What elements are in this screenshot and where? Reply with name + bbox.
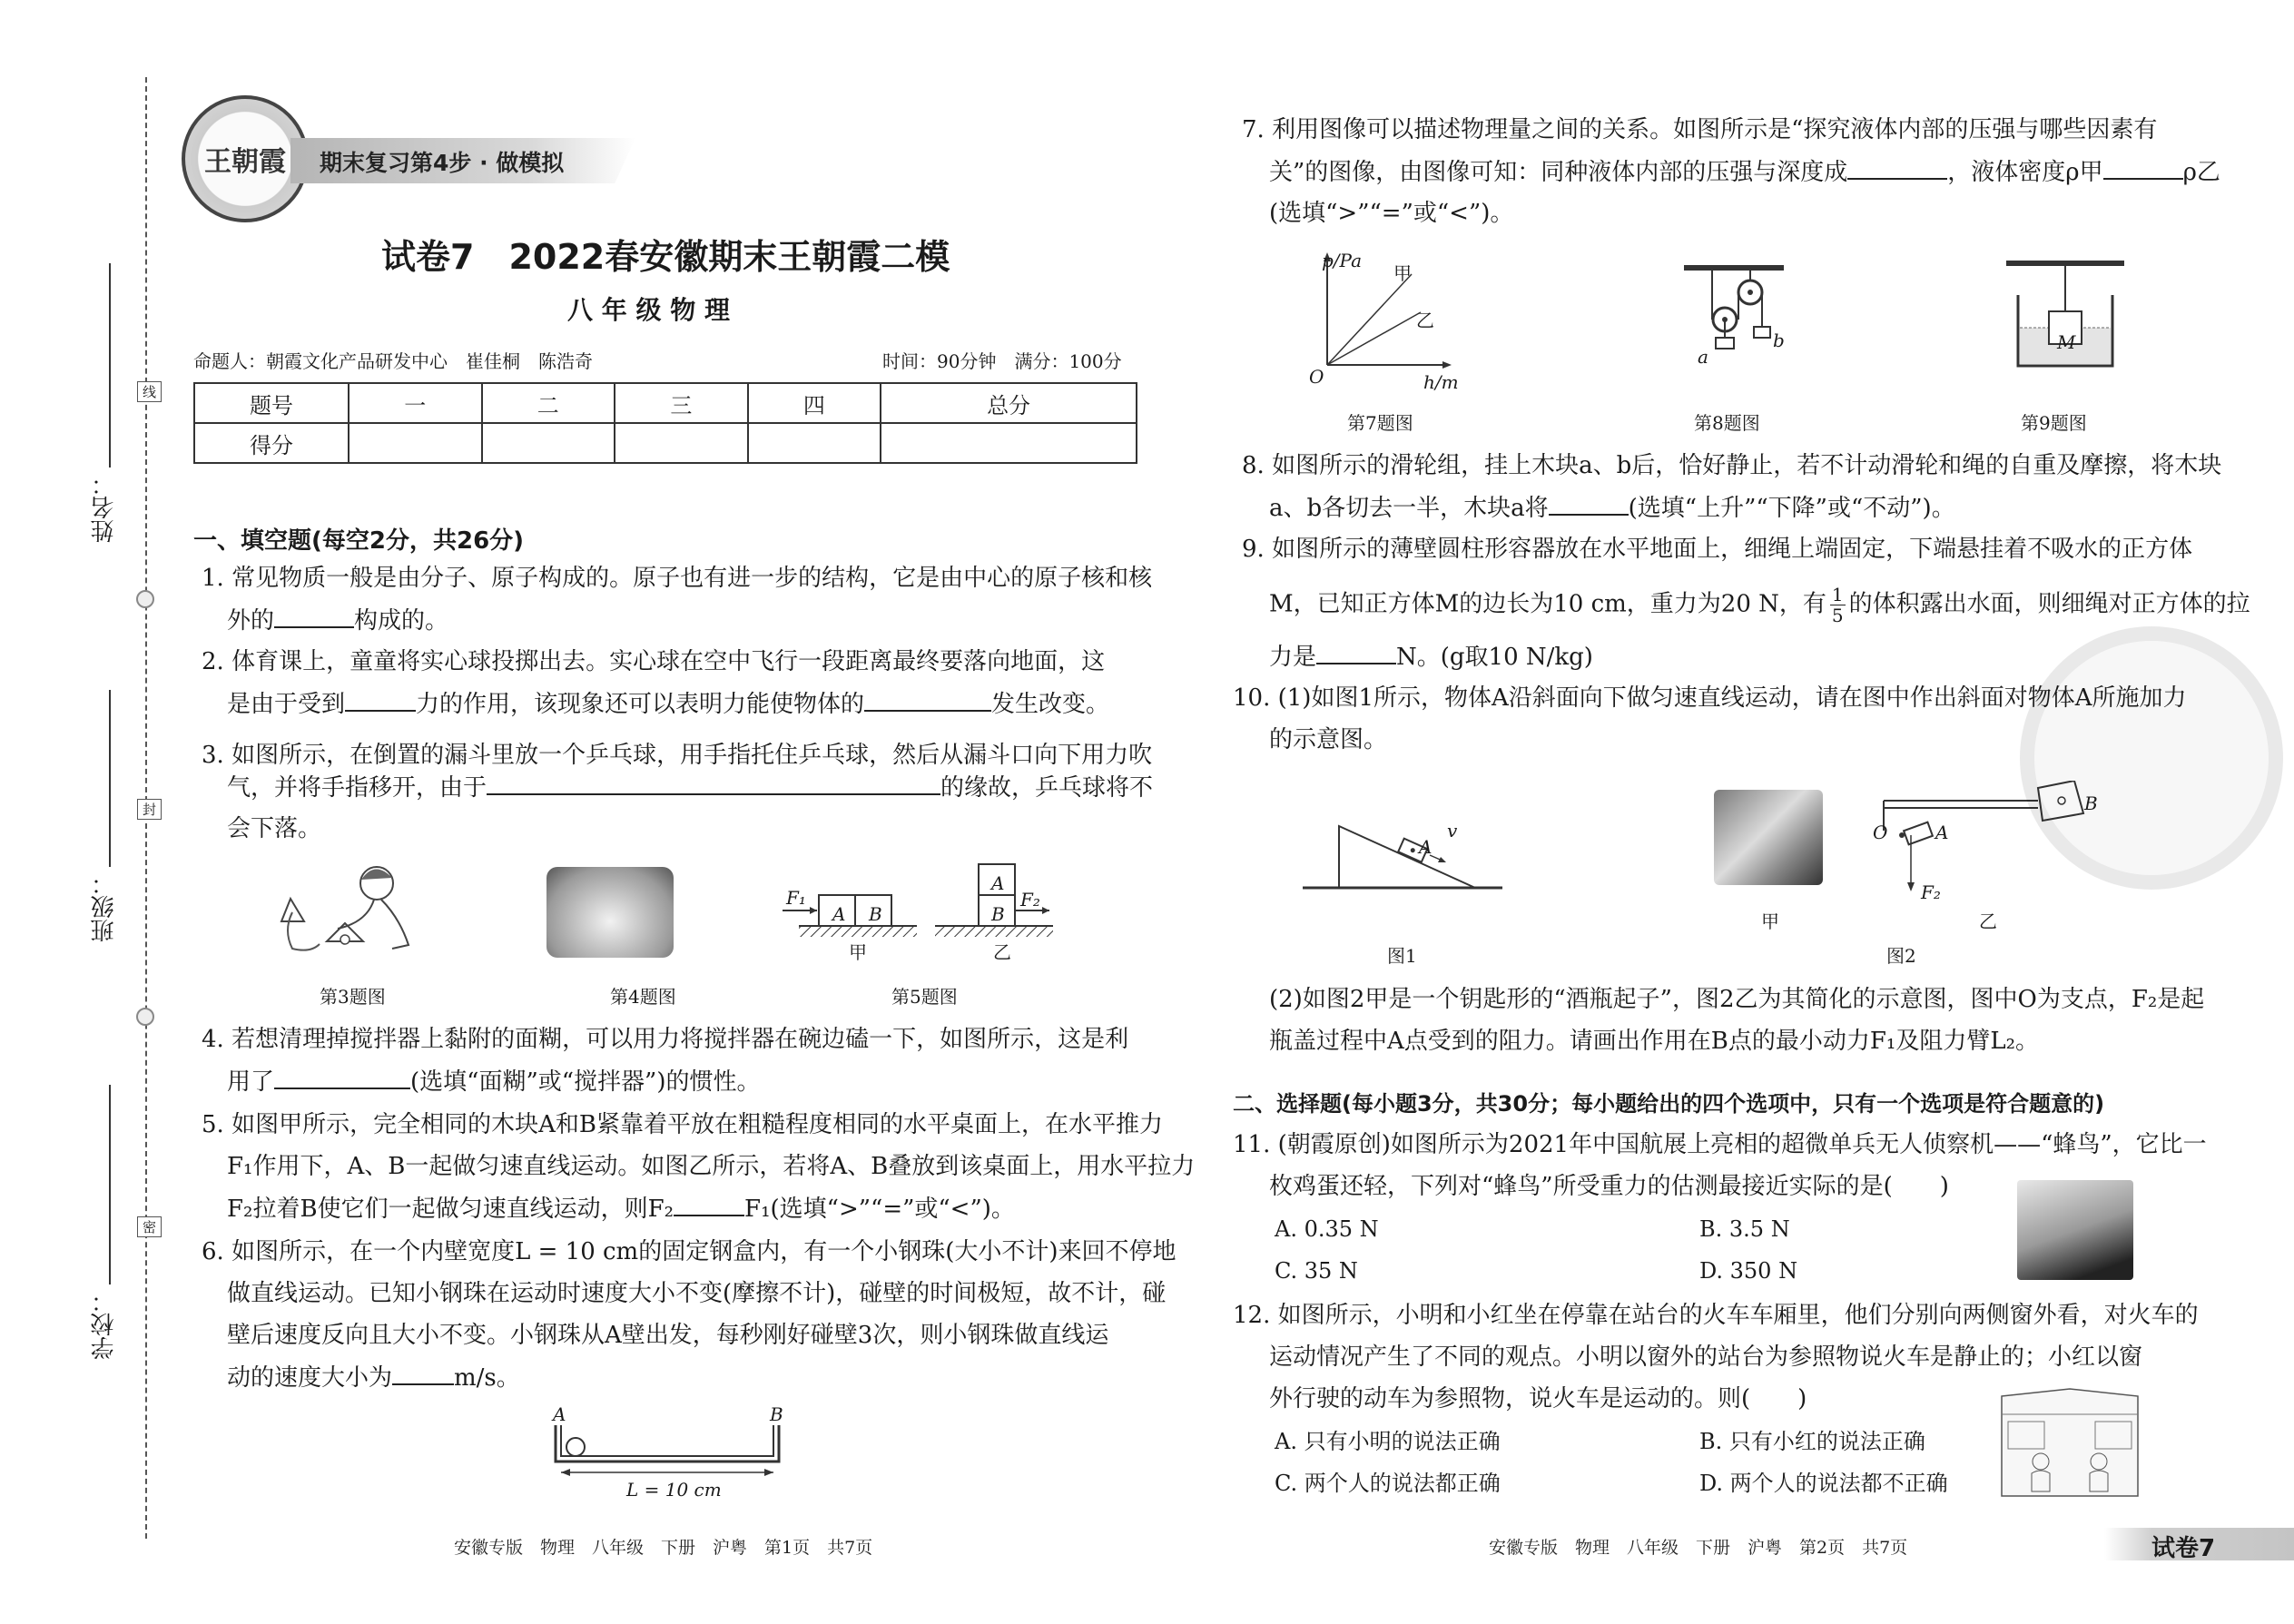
paper-tag-text: 试卷7	[2151, 1535, 2216, 1562]
paper-authors: 命题人：朝霞文化产品研发中心 崔佳桐 陈浩奇	[193, 350, 593, 372]
footer-right: 安徽专版 物理 八年级 下册 沪粤 第2页 共7页	[1489, 1538, 1908, 1558]
q9-text: M，已知正方体M的边长为10 cm，重力为20 N，有	[1269, 590, 1826, 618]
q1-text: 构成的。	[354, 607, 449, 635]
fig6-label-a: A	[553, 1403, 566, 1425]
q7-line1: 7. 利用图像可以描述物理量之间的关系。如图所示是“探究液体内部的压强与哪些因素有	[1242, 116, 2158, 143]
score-cell[interactable]	[748, 423, 881, 463]
fig10-label-a: A	[1419, 836, 1433, 858]
fig10-label-yi: 乙	[1979, 910, 1997, 932]
q5-text: F₁(选填“>”“=”或“<”)。	[744, 1196, 1015, 1223]
paper-time: 时间：90分钟 满分：100分	[882, 350, 1122, 372]
q9-line2	[1269, 585, 2250, 625]
q2-blank-1[interactable]	[345, 688, 416, 712]
brand-logo	[182, 95, 309, 222]
q9-text: 力是	[1269, 644, 1317, 671]
q1-blank[interactable]	[274, 605, 354, 628]
q4-text: (选填“面糊”或“搅拌器”)的惯性。	[410, 1068, 761, 1096]
q8-line2	[1269, 492, 1955, 524]
q11-option-b[interactable]: B. 3.5 N	[1699, 1216, 1790, 1242]
class-field[interactable]	[109, 690, 111, 867]
fig10-caption-1: 图1	[1387, 945, 1417, 967]
q3-blank[interactable]	[487, 772, 940, 795]
q8-line1: 8. 如图所示的滑轮组，挂上木块a、b后，恰好静止，若不计动滑轮和绳的自重及摩擦，将木块	[1242, 452, 2222, 479]
score-header-cell: 总分	[881, 383, 1137, 423]
q9-blank[interactable]	[1316, 641, 1396, 664]
fig9-label-m: M	[2057, 331, 2076, 353]
score-header-cell: 一	[349, 383, 482, 423]
q5-line3	[227, 1193, 1015, 1225]
q11-option-c[interactable]: C. 35 N	[1275, 1258, 1358, 1284]
q8-text: a、b各切去一半，木块a将	[1269, 495, 1549, 522]
fig5-label-b1: B	[869, 903, 882, 925]
ring-hole-1	[136, 590, 154, 608]
header-ribbon-text: 期末复习第4步 · 做模拟	[320, 150, 565, 176]
fig6-label-b: B	[770, 1403, 783, 1425]
footer-left: 安徽专版 物理 八年级 下册 沪粤 第1页 共7页	[454, 1538, 873, 1558]
q3-line2	[227, 772, 1153, 803]
q12-line3: 外行驶的动车为参照物，说火车是运动的。则( )	[1269, 1385, 1807, 1412]
q6-text: 动的速度大小为	[227, 1364, 393, 1392]
fig3-funnel-illustration	[272, 858, 440, 967]
q1-line2	[227, 605, 448, 636]
q7-text: 关”的图像，由图像可知：同种液体内部的压强与深度成	[1269, 159, 1848, 186]
score-table	[193, 382, 1137, 464]
fig5-label-f2: F₂	[1020, 889, 1040, 910]
fig7-origin: O	[1309, 366, 1324, 388]
school-label: 学校：	[91, 1289, 118, 1360]
score-cell[interactable]	[482, 423, 615, 463]
q2-line2	[227, 688, 1109, 720]
name-label: 姓名：	[91, 472, 118, 543]
score-cell[interactable]	[349, 423, 482, 463]
paper-subject: 八 年 级 物 理	[567, 295, 730, 325]
q9-frac-numerator: 1	[1831, 584, 1844, 605]
fig8-label-a: a	[1698, 346, 1708, 368]
fig10-label-o: O	[1873, 822, 1888, 843]
q12-train-illustration	[1997, 1387, 2142, 1501]
q1-text: 外的	[227, 607, 275, 635]
fig5-label-yi: 乙	[993, 941, 1011, 963]
q4-line2	[227, 1066, 760, 1097]
ring-hole-2	[136, 1008, 154, 1026]
fig5-label-a1: A	[832, 903, 846, 925]
q12-line2: 运动情况产生了不同的观点。小明以窗外的站台为参照物说火车是静止的；小红以窗	[1269, 1343, 2143, 1371]
class-label: 班级：	[91, 871, 118, 942]
fig10-caption-2: 图2	[1886, 945, 1916, 967]
fig7-caption: 第7题图	[1347, 412, 1413, 434]
q3-text: 气，并将手指移开，由于	[227, 774, 487, 802]
school-field[interactable]	[109, 1085, 111, 1284]
q2-line1: 2. 体育课上，童童将实心球投掷出去。实心球在空中飞行一段距离最终要落向地面，这	[202, 648, 1106, 675]
seal-mark-feng: 封	[137, 799, 162, 820]
fig10-label-a2: A	[1935, 822, 1949, 843]
q6-line1: 6. 如图所示，在一个内壁宽度L = 10 cm的固定钢盒内，有一个小钢珠(大小不计)来回不停地	[202, 1238, 1177, 1265]
brand-logo-text: 王朝霞	[204, 146, 286, 178]
fig10-opener-photo	[1714, 790, 1823, 885]
q11-drone-photo	[2017, 1180, 2133, 1280]
q7-blank-2[interactable]	[2103, 156, 2183, 180]
q11-line1: 11. (朝霞原创)如图所示为2021年中国航展上亮相的超微单兵无人侦察机——“蜂鸟”，它比一	[1233, 1131, 2207, 1158]
q2-text: 发生改变。	[991, 691, 1110, 718]
q9-text: N。(g取10 N/kg)	[1396, 644, 1593, 671]
fig5-caption: 第5题图	[891, 986, 958, 1008]
q3-text: 的缘故，乒乓球将不	[940, 774, 1154, 802]
q4-blank[interactable]	[274, 1066, 410, 1089]
seal-mark-mi: 密	[137, 1216, 162, 1237]
q7-text: ρ乙	[2182, 159, 2220, 186]
fig8-pulley-system	[1679, 263, 1788, 372]
seal-mark-xian: 线	[137, 381, 162, 402]
fig5-label-b2: B	[991, 903, 1005, 925]
q3-line3: 会下落。	[227, 815, 322, 842]
section1-heading: 一、填空题(每空2分，共26分)	[193, 527, 525, 555]
fig5-blocks-diagram	[781, 853, 1053, 953]
fig4-caption: 第4题图	[610, 986, 676, 1008]
paper-title: 试卷7 2022春安徽期末王朝霞二模	[381, 237, 950, 277]
fig3-caption: 第3题图	[320, 986, 386, 1008]
q5-blank[interactable]	[674, 1193, 744, 1216]
q6-line2: 做直线运动。已知小钢珠在运动时速度大小不变(摩擦不计)，碰壁的时间极短，故不计，碰	[227, 1280, 1167, 1307]
q10-part2-line1: (2)如图2甲是一个钥匙形的“酒瓶起子”，图2乙为其简化的示意图，图中O为支点，F₂是起	[1269, 986, 2205, 1013]
fig8-caption: 第8题图	[1694, 412, 1760, 434]
q10-part2-line2: 瓶盖过程中A点受到的阻力。请画出作用在B点的最小动力F₁及阻力臂L₂。	[1269, 1028, 2040, 1055]
fig5-label-a2: A	[991, 872, 1005, 894]
q2-blank-2[interactable]	[864, 688, 991, 712]
q9-line3	[1269, 641, 1593, 673]
score-header-cell: 三	[615, 383, 748, 423]
q4-text: 用了	[227, 1068, 275, 1096]
fig8-label-b: b	[1773, 330, 1785, 351]
q7-line3: (选填“>”“=”或“<”)。	[1269, 200, 1514, 227]
q11-option-a[interactable]: A. 0.35 N	[1275, 1216, 1379, 1242]
q11-line2: 枚鸡蛋还轻，下列对“蜂鸟”所受重力的估测最接近实际的是( )	[1269, 1173, 1949, 1200]
name-field[interactable]	[109, 263, 111, 468]
q7-blank-1[interactable]	[1847, 156, 1947, 180]
score-header-cell: 题号	[194, 383, 349, 423]
q12-line1: 12. 如图所示，小明和小红坐在停靠在站台的火车车厢里，他们分别向两侧窗外看，对火车的	[1233, 1302, 2199, 1329]
fig4-whisk-photo	[546, 867, 674, 958]
q12-option-b[interactable]: B. 只有小红的说法正确	[1699, 1429, 1925, 1454]
fig7-axis-x: h/m	[1423, 371, 1459, 393]
q6-line3: 壁后速度反向且大小不变。小钢珠从A壁出发，每秒刚好碰壁3次，则小钢珠做直线运	[227, 1322, 1109, 1349]
fig7-yi: 乙	[1416, 310, 1434, 331]
q4-line1: 4. 若想清理掉搅拌器上黏附的面糊，可以用力将搅拌器在碗边磕一下，如图所示，这是利	[202, 1026, 1129, 1053]
q8-blank[interactable]	[1549, 492, 1629, 516]
q12-option-d[interactable]: D. 两个人的说法都不正确	[1699, 1471, 1948, 1496]
fig5-label-f1: F₁	[786, 887, 806, 909]
q11-option-d[interactable]: D. 350 N	[1699, 1258, 1798, 1284]
q10-line1: 10. (1)如图1所示，物体A沿斜面向下做匀速直线运动，请在图中作出斜面对物体A所施加力	[1233, 684, 2187, 712]
q7-line2	[1269, 156, 2220, 188]
q9-line1: 9. 如图所示的薄壁圆柱形容器放在水平地面上，细绳上端固定，下端悬挂着不吸水的正方体	[1242, 536, 2193, 563]
score-header-cell: 四	[748, 383, 881, 423]
fig6-label-l: L = 10 cm	[626, 1479, 722, 1501]
q9-text: 的体积露出水面，则细绳对正方体的拉	[1848, 590, 2250, 618]
q6-line4	[227, 1362, 520, 1393]
fig9-container	[2002, 259, 2129, 372]
q1-line1: 1. 常见物质一般是由分子、原子构成的。原子也有进一步的结构，它是由中心的原子核和核	[202, 565, 1153, 592]
q9-fraction	[1830, 585, 1846, 625]
score-row-label: 得分	[194, 423, 349, 463]
fig10-incline	[1303, 808, 1502, 899]
score-header-cell: 二	[482, 383, 615, 423]
q12-option-c[interactable]: C. 两个人的说法都正确	[1275, 1471, 1501, 1496]
q12-option-a[interactable]: A. 只有小明的说法正确	[1275, 1429, 1501, 1454]
score-cell[interactable]	[615, 423, 748, 463]
fig10-label-jia: 甲	[1761, 910, 1779, 932]
q5-line1: 5. 如图甲所示，完全相同的木块A和B紧靠着平放在粗糙程度相同的水平桌面上，在水平推力	[202, 1111, 1163, 1138]
watermark-stamp	[2020, 626, 2283, 890]
section2-heading: 二、选择题(每小题3分，共30分；每小题给出的四个选项中，只有一个选项是符合题意的)	[1233, 1091, 2105, 1117]
fig7-jia: 甲	[1393, 262, 1412, 284]
q5-line2: F₁作用下，A、B一起做匀速直线运动。如图乙所示，若将A、B叠放到该桌面上，用水平拉力	[227, 1153, 1196, 1180]
fig10-label-f2: F₂	[1921, 881, 1941, 903]
q5-text: F₂拉着B使它们一起做匀速直线运动，则F₂	[227, 1196, 674, 1223]
q6-blank[interactable]	[392, 1362, 454, 1385]
q2-text: 是由于受到	[227, 691, 346, 718]
q2-text: 力的作用，该现象还可以表明力能使物体的	[416, 691, 865, 718]
q10-line2: 的示意图。	[1269, 726, 1388, 753]
q7-text: ，液体密度ρ甲	[1947, 159, 2103, 186]
q3-line1: 3. 如图所示，在倒置的漏斗里放一个乒乓球，用手指托住乒乓球，然后从漏斗口向下用力吹	[202, 742, 1153, 769]
q6-text: m/s。	[454, 1364, 520, 1392]
fig5-label-jia: 甲	[849, 941, 867, 963]
fig10-label-b: B	[2084, 792, 2098, 814]
score-cell[interactable]	[881, 423, 1137, 463]
q9-frac-denominator: 5	[1831, 605, 1844, 626]
fig10-label-v: v	[1447, 820, 1458, 842]
fig9-caption: 第9题图	[2021, 412, 2087, 434]
fig7-axis-y: p/Pa	[1322, 250, 1363, 271]
q8-text: (选填“上升”“下降”或“不动”)。	[1628, 495, 1955, 522]
